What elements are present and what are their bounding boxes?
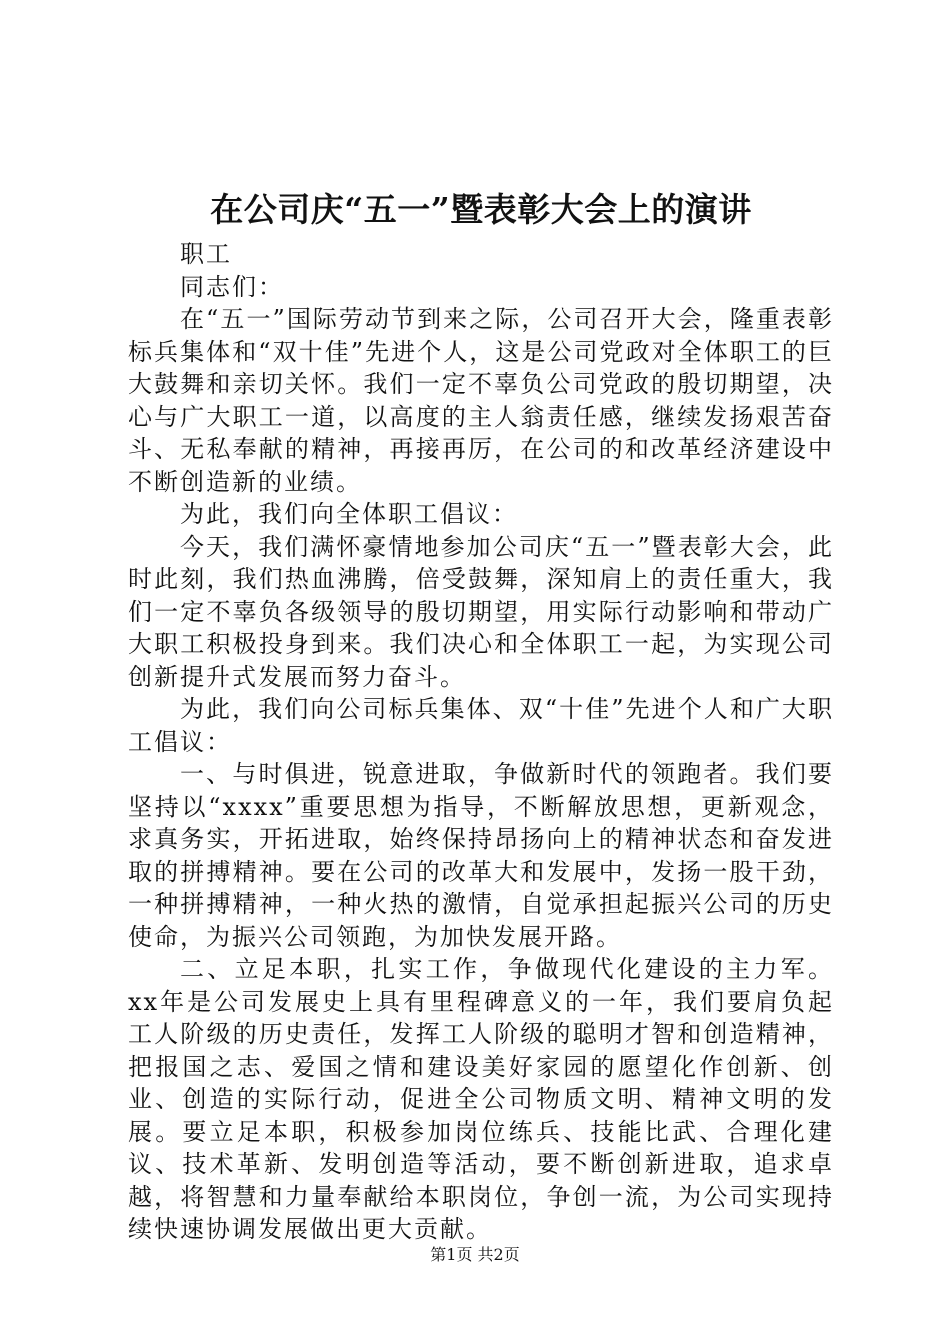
document-title: 在公司庆“五一”暨表彰大会上的演讲: [210, 190, 752, 229]
salutation-line-2: 同志们：: [180, 272, 284, 301]
body-paragraph: 在“五一”国际劳动节到来之际，公司召开大会，隆重表彰标兵集体和“双十佳”先进个人，这是公司党政对全体职工的巨大鼓舞和亲切关怀。我们一定不辜负公司党政的殷切期望，决心与广大职工一道，以高度的主人翁责任感，继续发扬艰苦奋斗、无私奉献的精神，再接再厉，在公司的和改革经济建设中不断创造新的业绩。: [128, 305, 834, 496]
body-paragraph: 二、立足本职，扎实工作，争做现代化建设的主力军。xx年是公司发展史上具有里程碑意义的一年，我们要肩负起工人阶级的历史责任，发挥工人阶级的聪明才智和创造精神，把报国之志、爱国之情和建设美好家园的愿望化作创新、创业、创造的实际行动，促进全公司物质文明、精神文明的发展。要立足本职，积极参加岗位练兵、技能比武、合理化建议、技术革新、发明创造等活动，要不断创新进取，追求卓越，将智慧和力量奉献给本职岗位，争创一流，为公司实现持续快速协调发展做出更大贡献。: [128, 955, 834, 1243]
body-paragraph: 为此，我们向全体职工倡议：: [180, 500, 518, 528]
body-paragraph: 今天，我们满怀豪情地参加公司庆“五一”暨表彰大会，此时此刻，我们热血沸腾，倍受鼓舞，深知肩上的责任重大，我们一定不辜负各级领导的殷切期望，用实际行动影响和带动广大职工积极投身到来。我们决心和全体职工一起，为实现公司创新提升式发展而努力奋斗。: [128, 532, 834, 691]
body-paragraph: 为此，我们向公司标兵集体、双“十佳”先进个人和广大职工倡议：: [128, 695, 834, 756]
salutation-line-1: 职工: [180, 240, 232, 268]
document-body: [128, 184, 834, 1246]
body-paragraph: 一、与时俱进，锐意进取，争做新时代的领跑者。我们要坚持以“xxxx”重要思想为指导，不断解放思想，更新观念，求真务实，开拓进取，始终保持昂扬向上的精神状态和奋发进取的拼搏精神。要在公司的改革大和发展中，发扬一股干劲，一种拼搏精神，一种火热的激情，自觉承担起振兴公司的历史使命，为振兴公司领跑，为加快发展开路。: [128, 760, 834, 951]
page-number-footer: 第1页 共2页: [430, 1245, 520, 1264]
